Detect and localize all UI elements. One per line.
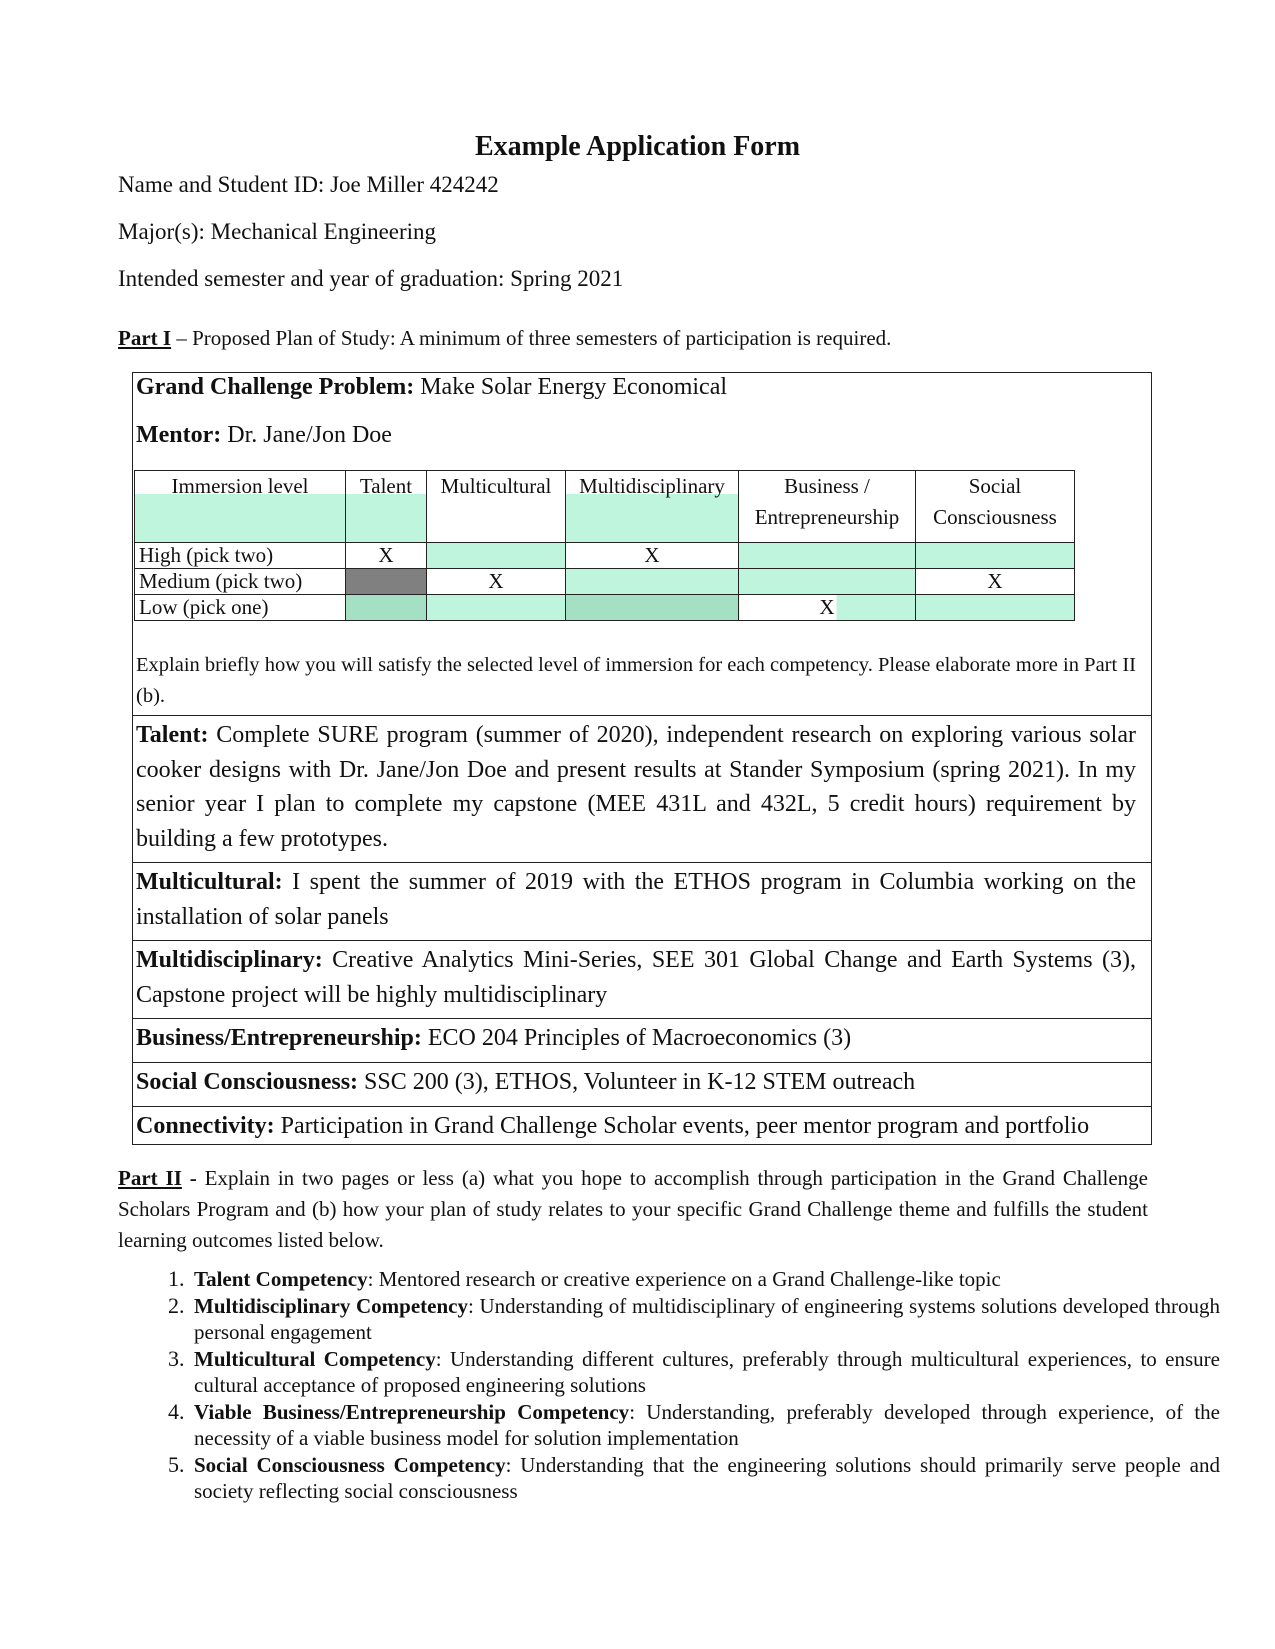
entry-label: Multicultural: — [136, 869, 283, 895]
divider — [132, 1062, 1152, 1063]
part2-label: Part II — [118, 1166, 182, 1190]
part2-dash: - — [181, 1166, 205, 1190]
entry-label: Multidisciplinary: — [136, 947, 323, 973]
header-social-line2: Consciousness — [933, 505, 1057, 529]
talent-entry — [136, 718, 1136, 856]
multicultural-entry — [136, 865, 1136, 934]
entry-text: I spent the summer of 2019 with the ETHOS program in Columbia working on the installation of solar panels — [136, 869, 1136, 930]
entry-text: SSC 200 (3), ETHOS, Volunteer in K-12 STEM outreach — [358, 1069, 916, 1095]
graduation-value: Spring 2021 — [510, 266, 624, 291]
divider — [132, 1106, 1152, 1107]
mark-multidisciplinary — [566, 569, 739, 595]
list-item: 1. Talent Competency: Mentored research or creative experience on a Grand Challenge-like topic — [190, 1266, 1220, 1293]
mark-business — [739, 569, 916, 595]
name-label: Name and Student ID: — [118, 172, 331, 197]
entry-text: Participation in Grand Challenge Scholar events, peer mentor program and portfolio — [274, 1113, 1090, 1139]
graduation-label: Intended semester and year of graduation: — [118, 266, 511, 291]
mark-business: X — [739, 595, 916, 621]
mark-multicultural — [427, 543, 566, 569]
name-field — [118, 172, 499, 198]
major-value: Mechanical Engineering — [210, 219, 437, 244]
list-item: 2. Multidisciplinary Competency: Understanding of multidisciplinary of engineering systems solutions developed through personal engagement — [190, 1293, 1220, 1346]
business-entry — [136, 1021, 1136, 1056]
mark-talent — [346, 595, 427, 621]
part1-heading — [118, 326, 891, 351]
list-item: 5. Social Consciousness Competency: Understanding that the engineering solutions should primarily serve people and society reflecting social consciousness — [190, 1452, 1220, 1505]
entry-label: Talent: — [136, 722, 209, 748]
list-item: 4. Viable Business/Entrepreneurship Competency: Understanding, preferably developed through experience, of the necessity of a viable business model for solution implementation — [190, 1399, 1220, 1452]
mark-multicultural — [427, 595, 566, 621]
major-label: Major(s): — [118, 219, 211, 244]
grand-challenge-problem — [136, 374, 727, 401]
name-value: Joe Miller 424242 — [330, 172, 499, 197]
header-social-line1: Social — [968, 474, 1022, 498]
level-label: Low (pick one) — [135, 595, 346, 621]
header-business-line2: Entrepreneurship — [754, 505, 900, 529]
mark-multicultural: X — [427, 569, 566, 595]
connectivity-entry — [136, 1109, 1136, 1144]
entry-text: ECO 204 Principles of Macroeconomics (3) — [421, 1025, 852, 1051]
level-label: Medium (pick two) — [135, 569, 346, 595]
header-business — [739, 471, 916, 543]
entry-text: Creative Analytics Mini-Series, SEE 301 Global Change and Earth Systems (3), Capstone project will be highly multidisciplinary — [136, 947, 1136, 1008]
part1-label: Part I — [118, 326, 172, 350]
page-title: Example Application Form — [474, 131, 801, 162]
part1-text: – Proposed Plan of Study: A minimum of three semesters of participation is required. — [171, 326, 892, 350]
mark-multidisciplinary — [566, 595, 739, 621]
immersion-header-row — [135, 471, 1075, 543]
header-multicultural: Multicultural — [427, 471, 566, 543]
mark-social — [916, 543, 1075, 569]
mark-talent — [346, 569, 427, 595]
mark-talent: X — [346, 543, 427, 569]
header-immersion-level: Immersion level — [135, 471, 346, 543]
explain-instructions: Explain briefly how you will satisfy the selected level of immersion for each competency. Please elaborate more in Part II (b). — [136, 654, 1136, 707]
graduation-field — [118, 266, 623, 292]
mark-social — [916, 595, 1075, 621]
mentor-value: Dr. Jane/Jon Doe — [221, 422, 392, 448]
gcp-value: Make Solar Energy Economical — [414, 374, 728, 400]
mark-social: X — [916, 569, 1075, 595]
immersion-row-low — [135, 595, 1075, 621]
mark-business — [739, 543, 916, 569]
entry-label: Business/Entrepreneurship: — [136, 1025, 422, 1051]
header-talent: Talent — [346, 471, 427, 543]
divider — [132, 1018, 1152, 1019]
divider — [132, 715, 1152, 716]
immersion-row-medium — [135, 569, 1075, 595]
part2-text: Explain in two pages or less (a) what you hope to accomplish through participation in the Grand Challenge Scholars Program and (b) how your plan of study relates to your specific Grand Challenge theme and fulfills the student learning outcomes listed below. — [118, 1166, 1148, 1252]
divider — [132, 940, 1152, 941]
level-label: High (pick two) — [135, 543, 346, 569]
list-item: 3. Multicultural Competency: Understanding different cultures, preferably through multicultural experiences, to ensure cultural acceptance of proposed engineering solutions — [190, 1346, 1220, 1399]
part2-paragraph — [118, 1163, 1148, 1256]
learning-outcomes-list — [118, 1266, 1220, 1505]
gcp-label: Grand Challenge Problem: — [136, 374, 415, 400]
entry-label: Connectivity: — [136, 1113, 275, 1139]
immersion-row-high — [135, 543, 1075, 569]
header-multidisciplinary: Multidisciplinary — [566, 471, 739, 543]
mark-multidisciplinary: X — [566, 543, 739, 569]
major-field — [118, 219, 436, 245]
entry-label: Social Consciousness: — [136, 1069, 359, 1095]
header-business-line1: Business / — [784, 474, 870, 498]
social-consciousness-entry — [136, 1065, 1136, 1100]
mentor-label: Mentor: — [136, 422, 222, 448]
header-social — [916, 471, 1075, 543]
divider — [132, 862, 1152, 863]
immersion-level-table — [134, 470, 1075, 621]
multidisciplinary-entry — [136, 943, 1136, 1012]
mentor — [136, 422, 392, 449]
entry-text: Complete SURE program (summer of 2020), independent research on exploring various solar cooker designs with Dr. Jane/Jon Doe and present results at Stander Symposium (spring 2021). In my senior year I plan to complete my capstone (MEE 431L and 432L, 5 credit hours) requirement by building a few prototypes. — [136, 722, 1136, 852]
